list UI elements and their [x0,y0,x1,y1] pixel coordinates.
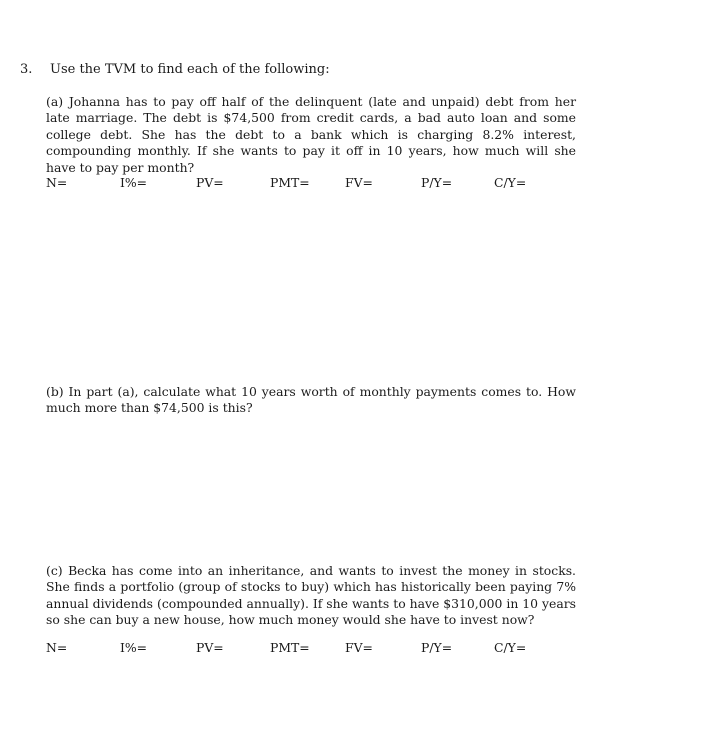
part-a-tvm-row [0,175,706,193]
tvm-py-label: P/Y= [421,640,453,655]
tvm-i-label: I%= [120,175,148,190]
tvm-fv-label: FV= [345,175,373,190]
part-a-text: (a) Johanna has to pay off half of the delinquent (late and unpaid) debt from her late marriage. The debt is $74,500 from credit cards, a bad auto loan and some college debt. She has the debt to a bank which is charging 8.2% interest, compounding monthly. If she wants to pay it off in 10 years, how much will she have to pay per month? [46,94,576,175]
part-c-text: (c) Becka has come into an inheritance, and wants to invest the money in stocks. She finds a portfolio (group of stocks to buy) which has historically been paying 7% annual dividends (compounded annually). If she wants to have $310,000 in 10 years so she can buy a new house, how much money would she have to invest now? [46,563,576,628]
tvm-n-label: N= [46,640,68,655]
part-b-text: (b) In part (a), calculate what 10 years worth of monthly payments comes to. How much more than $74,500 is this? [46,384,576,416]
tvm-cy-label: C/Y= [494,175,527,190]
tvm-pv-label: PV= [196,640,224,655]
tvm-n-label: N= [46,175,68,190]
tvm-cy-label: C/Y= [494,640,527,655]
question-number: 3. [20,62,33,77]
tvm-i-label: I%= [120,640,148,655]
tvm-fv-label: FV= [345,640,373,655]
part-c-tvm-row [0,640,706,658]
tvm-py-label: P/Y= [421,175,453,190]
question-intro: Use the TVM to find each of the following: [50,62,330,77]
tvm-pv-label: PV= [196,175,224,190]
tvm-pmt-label: PMT= [270,175,310,190]
tvm-pmt-label: PMT= [270,640,310,655]
